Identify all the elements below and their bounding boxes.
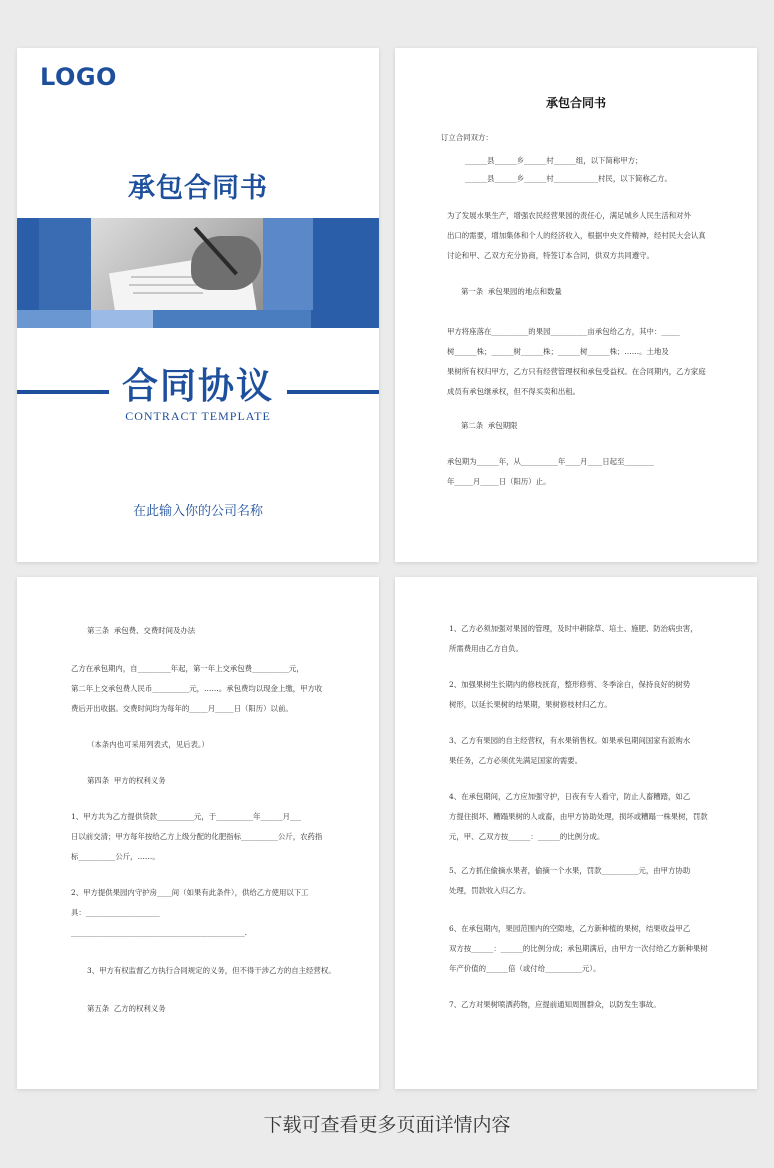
section-heading: 第一条 承包果园的地点和数量	[461, 287, 562, 296]
download-caption: 下载可查看更多页面详情内容	[263, 1114, 511, 1136]
blue-block	[39, 218, 91, 310]
cover-image-band	[17, 218, 379, 328]
section-heading: 第五条 乙方的权利义务	[87, 1004, 166, 1013]
paragraph: 承包期为______年，从__________年____月____日起至________ 年_____月_____日（阳历）止。	[447, 457, 654, 486]
agreement-title: 合同协议	[121, 366, 274, 407]
contract-page-3	[17, 577, 379, 1089]
paragraph: 1、甲方共为乙方提供贷款__________元，于__________年______月___ 日以前交清；甲方每年按给乙方上级分配的化肥指标__________公斤，农药指 标__________公斤，……。	[71, 812, 323, 861]
paragraph: 1、乙方必须加强对果园的管理，及时中耕除草、培土、施肥、防治病虫害， 所需费用由乙方自负。	[449, 624, 698, 653]
paragraph: 5、乙方抓住偷摘水果者，偷摘一个水果，罚款__________元，由甲方协助 处理，罚款收入归乙方。	[449, 866, 691, 895]
paragraph: 3、乙方有果园的自主经营权，有水果销售权。如果承包期间国家有派购水 果任务，乙方必须优先满足国家的需要。	[449, 736, 691, 765]
english-subtitle: CONTRACT TEMPLATE	[125, 409, 271, 423]
contract-page-2	[395, 48, 757, 562]
paragraph: 为了发展水果生产，增强农民经营果园的责任心，满足城乡人民生活和对外 出口的需要，增加集体和个人的经济收入，根据中央文件精神，经村民大会认真 讨论和甲、乙双方充分协商，特签订本合同，供双方共同遵守。	[447, 211, 706, 260]
cover-page	[17, 48, 379, 562]
paragraph: ______县______乡______村____________村民，以下简称乙方。	[465, 174, 672, 183]
blue-block	[263, 218, 313, 310]
paragraph: 3、甲方有权监督乙方执行合同规定的义务，但不得干涉乙方的自主经营权。	[87, 966, 336, 975]
paragraph: 6、在承包期内，果园范围内的空隙地，乙方新种植的果树，结果收益甲乙 双方按______：______的比例分成；承包期满后，由甲方一次付给乙方新种果树 年产价值的______倍（或付给__________元）。	[449, 924, 708, 973]
paragraph: （本条内也可采用列表式，见后表。）	[87, 740, 209, 749]
blue-block	[153, 310, 311, 328]
contract-signing-photo	[91, 218, 263, 310]
paragraph: ______县______乡______村______组，以下简称甲方；	[465, 156, 643, 165]
paragraph: 甲方将座落在__________的果园__________亩承包给乙方，其中：_____ 树______株；______树______株；______树______株；……。土地及 果树所有权归甲方，乙方只有经营管理权和承包受益权。在合同期内，乙方家庭 成员有承包继承权，但不得买卖和出租。	[447, 327, 706, 396]
paragraph: 乙方在承包期内，自_________年起，第一年上交承包费__________元， 第二年上交承包费人民币__________元，……。承包费均以现金上缴，甲方收 费后开出收据。交费时间均为每年的_____月_____日（阳历）以前。	[71, 664, 323, 713]
page-title: 承包合同书	[545, 96, 606, 110]
paragraph: 7、乙方对果树喷洒药物，应提前通知周围群众，以防发生事故。	[449, 1000, 661, 1009]
cover-title: 承包合同书	[128, 173, 268, 204]
section-heading: 第三条 承包费、交费时间及办法	[87, 626, 196, 635]
section-heading: 第四条 甲方的权利义务	[87, 776, 166, 785]
section-heading: 第二条 承包期限	[461, 421, 518, 430]
paragraph: 订立合同双方：	[441, 133, 493, 142]
contract-page-4	[395, 577, 757, 1089]
paragraph: 2、加强果树生长期内的修枝抚育，整形修剪、冬季涂白，保持良好的树势 树形，以延长果树的结果期，果树修枝材归乙方。	[449, 680, 691, 709]
blue-block	[311, 310, 379, 328]
blue-block	[17, 310, 91, 328]
paragraph: 4、在承包期间，乙方应加强守护，日夜有专人看守，防止人畜糟踏，如乙 方提住损坏、糟蹋果树的人或畜，由甲方协助处理，损坏或糟蹋一株果树，罚款 元，甲、乙双方按______：______的比例分成。	[449, 792, 708, 841]
company-name: 在此输入你的公司名称	[132, 504, 263, 519]
blue-block	[313, 218, 379, 310]
logo: LOGO	[40, 63, 117, 91]
blue-block	[91, 310, 153, 328]
paragraph: 2、甲方提供果园内守护房____间（如果有此条件），供给乙方使用以下工 具：____________________ _______________________________________________.	[71, 888, 309, 937]
